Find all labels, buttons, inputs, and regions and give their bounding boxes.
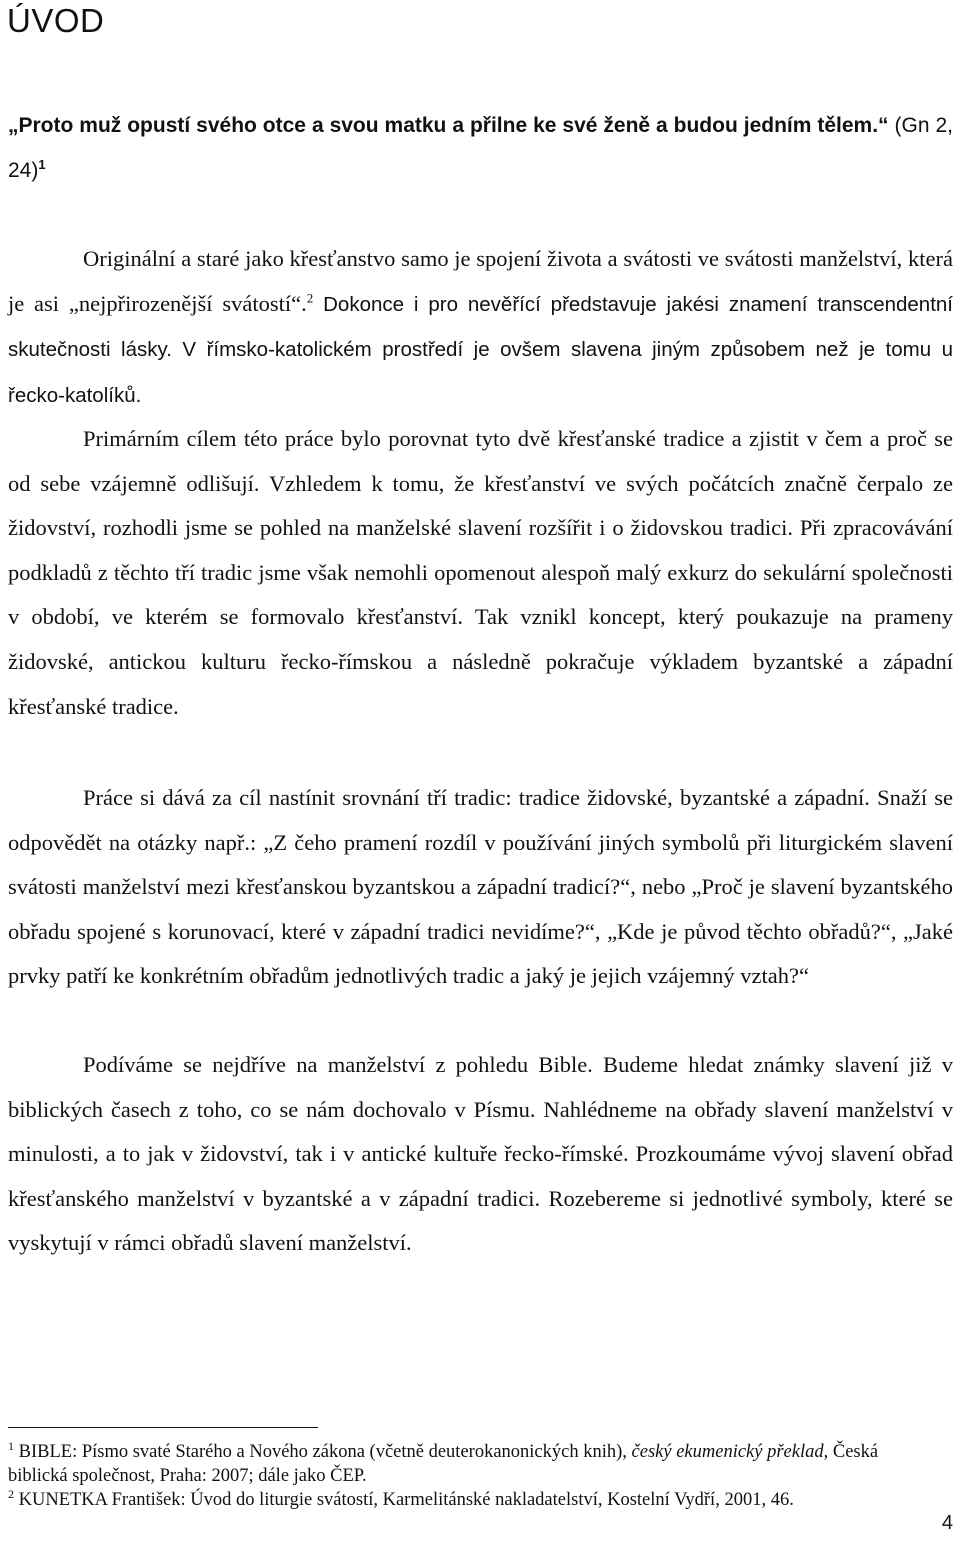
page-title: ÚVOD: [7, 2, 105, 39]
footnote-1-number: 1: [8, 1438, 14, 1453]
quote-reference: (Gn 2, 24): [8, 114, 953, 182]
paragraph-3: Práce si dává za cíl nastínit srovnání tří tradic: tradice židovské, byzantské a západní. Snaží se odpovědět na otázky např.: „Z čeho pramení rozdíl v používání jiných symbolů při liturgickém slavení svátosti manželství mezi křesťanskou byzantskou a západní tradicí?“, nebo „Proč je slavení byzantského obřadu spojené s korunovací, které v západní tradici nevidíme?“, „Kde je původ těchto obřadů?“, „Jaké prvky patří ke konkrétním obřadům jednotlivých tradic a jaký je jejich vzájemný vztah?“: [8, 785, 953, 989]
footnote-2-number: 2: [8, 1486, 14, 1501]
footnote-1: [8, 1440, 940, 1488]
paragraph-1-a: Originální a staré jako křesťanstvo samo je spojení života a svátosti ve svátosti manželství, která je asi „nejpřirozenější svátostí“.: [8, 246, 953, 316]
paragraph-4: Podíváme se nejdříve na manželství z pohledu Bible. Budeme hledat známky slavení již v biblických časech z toho, co se nám dochovalo v Písmu. Nahlédneme na obřady slavení manželství v minulosti, a to jak v židovství, tak i v antické kultuře řecko-římské. Prozkoumáme vývoj slavení obřad křesťanského manželství v byzantské a v západní tradici. Rozebereme si jednotlivé symboly, které se vyskytují v rámci obřadů slavení manželství.: [8, 1052, 953, 1256]
footnote-1-text: BIBLE: Písmo svaté Starého a Nového zákona (včetně deuterokanonických knih),: [14, 1442, 632, 1462]
footnote-ref-2: 2: [306, 290, 314, 306]
paragraph-1-b: Dokonce i pro nevěřící představuje jakési znamení transcendentní skutečnosti lásky. V římsko-katolickém prostředí je ovšem slavena jiným způsobem než je tomu u řecko-katolíků.: [8, 292, 953, 407]
footnote-ref-1: 1: [38, 156, 46, 172]
footnote-1-italic: český ekumenický překlad: [631, 1442, 824, 1462]
paragraph-2: Primárním cílem této práce bylo porovnat tyto dvě křesťanské tradice a zjistit v čem a proč se od sebe vzájemně odlišují. Vzhledem k tomu, že křesťanství ve svých počátcích značně čerpalo ze židovství, rozhodli jsme se pohled na manželské slavení rozšířit i o židovskou tradici. Při zpracovávání podkladů z těchto tří tradic jsme však nemohli opomenout alespoň malý exkurz do sekulární společnosti v období, ve kterém se formovalo křesťanství. Tak vznikl koncept, který poukazuje na prameny židovské, antickou kulturu řecko-římskou a následně pokračuje výkladem byzantské a západní křesťanské tradice.: [8, 426, 953, 719]
paragraph-1: [8, 237, 953, 418]
epigraph-quote: [8, 104, 953, 193]
footnotes: [8, 1440, 940, 1512]
footnote-1-rest: , Česká biblická společnost, Praha: 2007; dále jako ČEP.: [8, 1442, 879, 1486]
page-number: 4: [941, 1512, 953, 1534]
quote-text: „Proto muž opustí svého otce a svou matku a přilne ke své ženě a budou jedním tělem.“: [8, 114, 889, 137]
footnote-separator: [8, 1427, 318, 1428]
footnote-2: [8, 1488, 940, 1512]
footnote-2-text: KUNETKA František: Úvod do liturgie svátostí, Karmelitánské nakladatelství, Kostelní Vydří, 2001, 46.: [14, 1490, 794, 1510]
